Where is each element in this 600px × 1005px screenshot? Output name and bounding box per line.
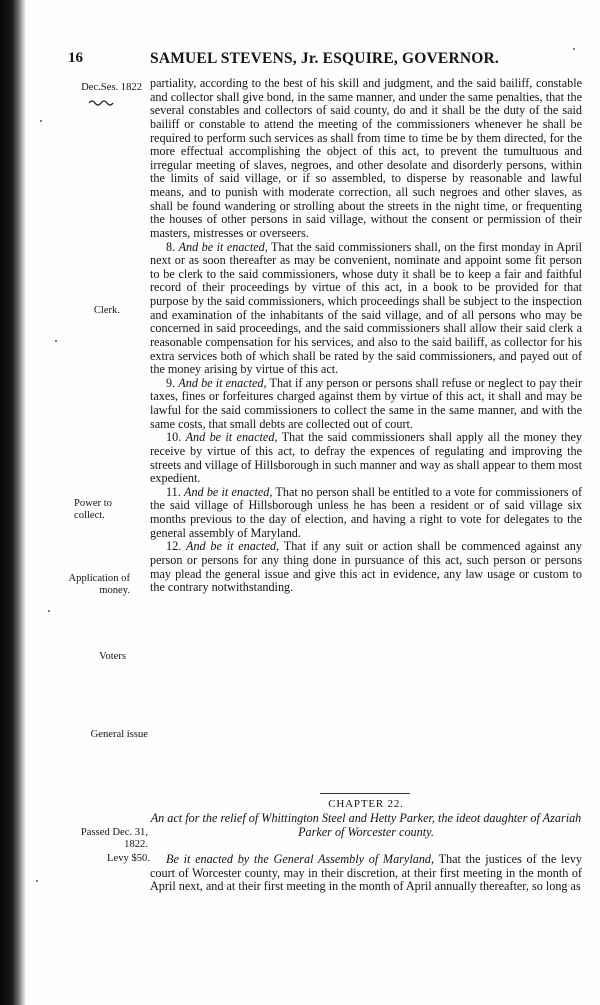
page-header <box>68 50 580 72</box>
book-gutter-shadow <box>0 0 26 1005</box>
enacting-clause: And be it enacted, <box>178 375 267 390</box>
paragraph-section-11 <box>150 486 582 541</box>
act-body <box>150 853 582 894</box>
section-number: 10. <box>166 430 182 445</box>
section-text: That if any person or persons shall refuse or neglect to pay their taxes, fines or forfeitures charged against them by virtue of this act, it shall and may be lawful for the said commissioners to collect the same in the same manner, and with the same costs, that small debts are collected out of court. <box>150 375 583 431</box>
paragraph-section-8 <box>150 241 582 377</box>
paragraph-section-10 <box>150 431 582 486</box>
squiggle-ornament <box>88 98 114 108</box>
section-number: 9. <box>166 375 176 390</box>
margin-note-clerk: Clerk. <box>93 305 120 316</box>
paper-speck <box>55 340 57 342</box>
enacting-clause: And be it enacted, <box>178 239 268 254</box>
section-divider <box>320 793 410 794</box>
section-text: That no person shall be entitled to a vote for commissioners of the said village of Hillsborough unless he has been a resident or of said village six months previous to the day of election, and having a right to vote for delegates to the general assembly of Maryland. <box>150 484 582 540</box>
enacting-clause: And be it enacted, <box>186 539 280 554</box>
margin-note-passed: Passed Dec. 31, 1822. <box>80 827 148 850</box>
section-text: That the said commissioners shall apply all the money they receive by virtue of this act, to defray the expences of regulating and improving the streets and village of Hillsborough in such manner and way as shall appear to them most expedient. <box>150 430 583 486</box>
running-head: SAMUEL STEVENS, Jr. ESQUIRE, GOVERNOR. <box>150 50 499 67</box>
margin-note-application-of-money: Application of money. <box>68 573 130 596</box>
margin-note-voters: Voters <box>99 651 126 662</box>
section-number: 8. <box>166 239 176 254</box>
margin-note-levy: Levy $50. <box>107 853 150 864</box>
chapter-heading: CHAPTER 22. <box>328 798 404 810</box>
paragraph-section-12 <box>150 540 582 595</box>
paragraph-section-9 <box>150 377 582 432</box>
margin-note-session: Dec.Ses. 1822 <box>81 82 142 93</box>
body-text <box>150 77 582 595</box>
paper-speck <box>48 610 50 612</box>
enacting-clause: And be it enacted, <box>184 484 273 499</box>
paper-speck <box>36 880 38 882</box>
paragraph-continuation: partiality, according to the best of his skill and judgment, and the said bailiff, constable and collector shall give bond, in the same manner, and under the same penalties, that the several constables and collectors of said county, do and it shall be the duty of the said bailiff or constable to attend the meeting of the commissioners whenever he shall be required to perform such services as shall from time to time be by them directed, for the more effectual accomplishing the object of this act, to prevent the tumultuous and irregular meeting of slaves, negroes, and other desolate and disorderly persons, within the limits of said village, or if so assembled, to disperse by reasonable and lawful means, and to punish with moderate correction, all such negroes and other slaves, as shall be found wandering or strolling about the streets in the night time, or frequenting the houses of other persons in said village, without the consent or permission of their masters, mistresses or overseers. <box>150 76 582 240</box>
section-text: That the said commissioners shall, on the first monday in April next or as soon thereafter as may be convenient, nominate and appoint some fit person to be clerk to the said commissioners, whose duty it shall be to keep a fair and faithful record of their proceedings by virtue of this act, in a book to be provided for that purpose by the said commissioners, which proceedings shall be subject to the inspection and examination of the inhabitants of the said village, and of all persons who may be concerned in said proceedings, and the said commissioners shall allow their said clerk a reasonable compensation for his services, and also to the said bailiff, as collector for his extra services both of which shall be rated by the said commissioners, and payed out of the money arising by virtue of this act. <box>150 239 583 377</box>
act-title: An act for the relief of Whittington Steel and Hetty Parker, the ideot daughter of Azariah Parker of Worcester county. <box>150 811 582 839</box>
act-text: That the justices of the levy court of Worcester county, may in their discretion, at their first meeting in the month of April next, and at their first meeting in the month of April annually thereafter, so long as <box>150 852 583 894</box>
enacting-clause: And be it enacted, <box>185 430 278 445</box>
margin-note-general-issue: General issue <box>90 729 148 740</box>
paper-speck <box>40 120 42 122</box>
section-text: That if any suit or action shall be commenced against any person or persons for any thing done in pursuance of this act, such person or persons may plead the general issue and give this act in evidence, any law usage or custom to the contrary notwithstanding. <box>150 539 582 595</box>
act-paragraph <box>150 853 582 894</box>
margin-note-power-to-collect: Power to collect. <box>74 498 112 521</box>
enacting-clause: Be it enacted by the General Assembly of Maryland, <box>166 852 435 866</box>
page-number: 16 <box>68 50 83 66</box>
section-number: 12. <box>166 539 182 554</box>
section-number: 11. <box>166 484 181 499</box>
